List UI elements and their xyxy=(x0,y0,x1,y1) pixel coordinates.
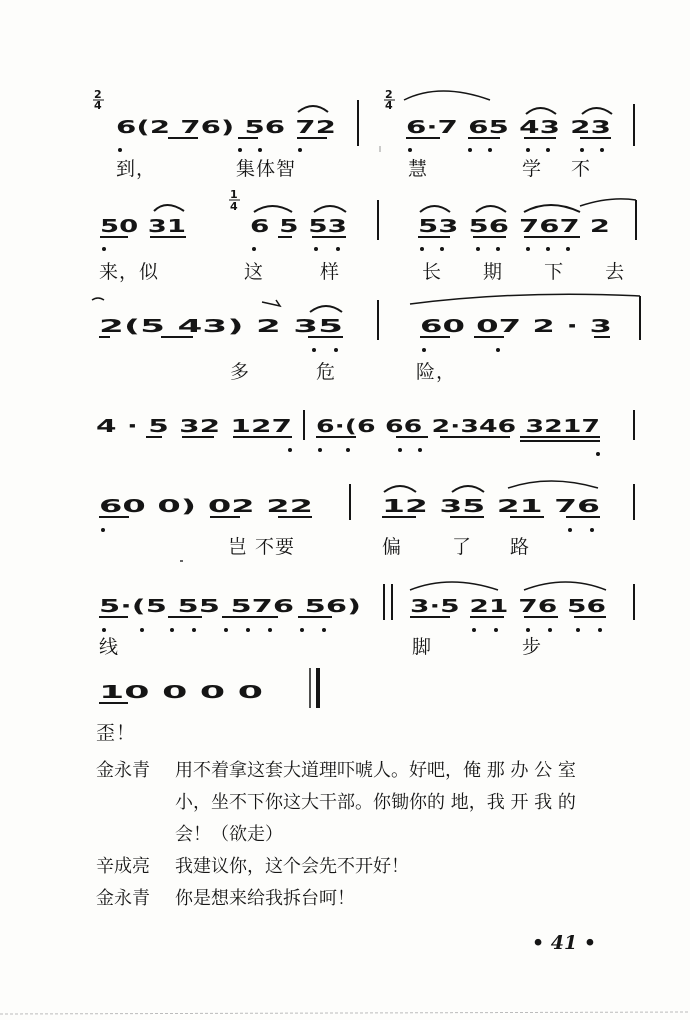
lyric: 危 xyxy=(316,361,337,383)
lyric: 歪！ xyxy=(96,722,137,744)
lyric: 线 xyxy=(99,636,120,658)
measure-notes: 12 35 21 76 xyxy=(382,496,600,517)
lyric: 路 xyxy=(510,536,531,558)
measure-notes: 6·(6 66 2·346 3217 xyxy=(316,416,600,437)
time-signature: 4 xyxy=(385,99,393,112)
measure-notes: 6(2 76) 56 72 xyxy=(116,117,336,138)
speaker-name: 金永青 xyxy=(96,888,150,909)
lyric: 险， xyxy=(416,361,457,383)
lyric: 多 xyxy=(230,361,251,383)
score-row-2 xyxy=(100,188,636,251)
lyric: 慧 xyxy=(408,158,429,180)
score-row-4 xyxy=(96,410,634,456)
lyric: 长 期 下 去 xyxy=(422,261,626,283)
measure-notes: 3·5 21 76 56 xyxy=(410,596,606,617)
time-signature: 1 xyxy=(230,188,238,201)
lyric: 集体智 xyxy=(236,158,297,180)
measure-notes: 50 31 xyxy=(100,216,186,237)
dialogue-line: 我建议你，这个会先不开好！ xyxy=(175,856,409,877)
time-signature: 2 xyxy=(385,88,393,101)
lyric: 来，似 xyxy=(99,261,160,283)
measure-notes: 2(5 43) 2 35 xyxy=(99,316,343,337)
measure-notes: 60 0) 02 22 xyxy=(99,496,313,517)
page-number: • 41 • xyxy=(532,932,596,954)
scan-speck xyxy=(180,560,183,562)
measure-notes: 60 07 2 · 3 xyxy=(420,316,612,337)
lyric: 这 xyxy=(244,261,265,283)
time-signature: 4 xyxy=(230,200,238,213)
lyric: 步 xyxy=(522,636,543,658)
lyric: 偏 xyxy=(382,536,403,558)
speaker-name: 金永青 xyxy=(96,760,150,781)
lyric: 了 xyxy=(452,536,473,558)
time-signature: 4 xyxy=(94,99,102,112)
score-row-3 xyxy=(92,294,640,352)
score-row-7 xyxy=(99,668,318,708)
measure-notes: 6·7 65 43 23 xyxy=(406,117,611,138)
dialogue-line: 会！（欲走） xyxy=(175,824,283,845)
dialogue-line: 你是想来给我拆台呵！ xyxy=(175,888,355,909)
measure-notes: 6 5 53 xyxy=(250,216,347,237)
speaker-name: 辛成亮 xyxy=(96,856,150,877)
score-row-5 xyxy=(99,481,634,532)
score-row-1 xyxy=(93,88,634,152)
lyric: 样 xyxy=(320,261,341,283)
measure-notes: 53 56 767 2 xyxy=(418,216,610,237)
dialogue-line: 小，坐不下你这大干部。你锄你的 地，我 开 我 的 xyxy=(175,792,576,813)
time-signature: 2 xyxy=(94,88,102,101)
score-row-6 xyxy=(99,582,634,632)
lyric: 岂 不要 xyxy=(228,536,296,558)
lyric: 学 不 xyxy=(522,158,592,180)
measure-notes: 5·(5 55 576 56) xyxy=(99,596,361,617)
measure-notes: 4 · 5 32 127 xyxy=(96,416,292,437)
dialogue-line: 用不着拿这套大道理吓唬人。好吧，俺 那 办 公 室 xyxy=(175,760,576,781)
measure-notes: 10 0 0 0 xyxy=(99,682,263,703)
lyric: 脚 xyxy=(412,636,433,658)
lyric: 到， xyxy=(116,158,157,180)
